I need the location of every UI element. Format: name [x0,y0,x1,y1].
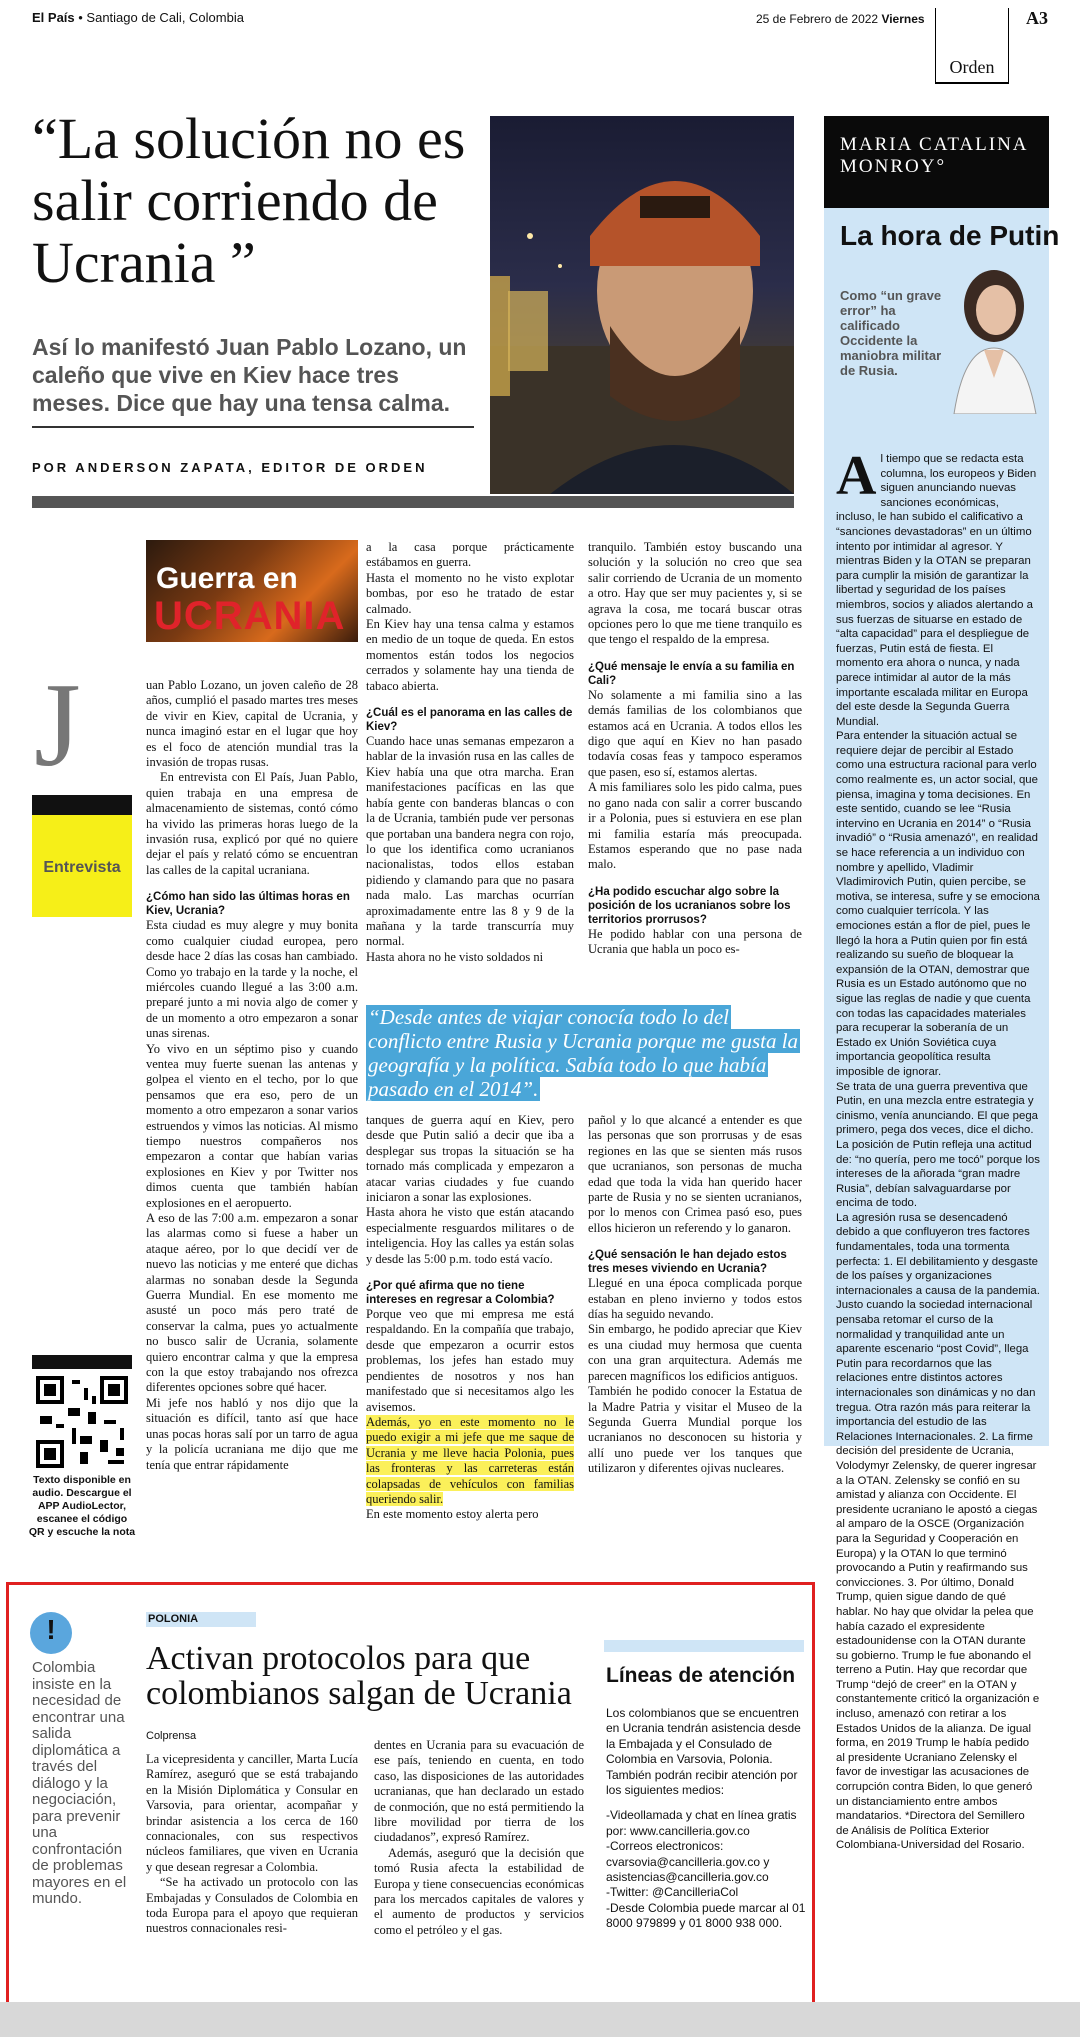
page-number: A3 [1026,8,1048,28]
issue-date [756,12,925,26]
interview-label-text: Entrevista [43,859,121,876]
paragraph: Porque veo que mi empresa me está respaldando. En la compañía que trabajo, desde que empezaron a ocurrir estos problemas, los jefes han estado muy pendientes de nosotros y nos han manifestado que si necesitamos algo les avisemos. [366,1307,574,1414]
paragraph: Yo vivo en un séptimo piso y cuando ventea muy fuerte suenan las antenas y golpea el viento en el techo, por lo que pensamos que era eso, pero de un momento a otro empezaron a sonar varios estruendos y vimos las noticias. Al mismo tiempo nuestros compañeros nos empezaron a contar que habían varias explosiones en Kiev y por Twitter nos dimos cuenta que también habían explosiones en el aeropuerto. [146,1041,358,1210]
box-column-1 [146,1752,358,1937]
pull-quote-text: “Desde antes de viajar conocía todo lo del conflicto entre Rusia y Ucrania porque me gusta la geografía y la política. Sabía todo lo que había pasado en el 2014”. [368,1005,799,1101]
paragraph: También he podido conocer la Estatua de la Madre Patria y visitar el Museo de la Segunda Guerra Mundial porque los ucranianos no desconocen su historia y allí uno puede ver los tanques que utilizaron y diferentes ojivas nucleares. [588,1384,802,1476]
article-column-2 [366,540,574,965]
badge-line-2: UCRANIA [154,594,346,638]
paragraph: Hasta ahora no he visto soldados ni [366,949,544,964]
article-column-3-continued [588,1113,802,1477]
page-footer-band [0,2002,1080,2037]
paragraph: Mi jefe nos habló y nos dijo que la situación es difícil, tanto así que hace unas pocas horas salí por un tarro de agua y la policía ucraniana me dijo que me tenía que entrar rápidamente [146,1395,358,1472]
paragraph: pañol y lo que alcancé a entender es que las personas que son prorrusas y de esas regiones en las que se sienten más rusos que ucranianos, son personas de mucha edad que toda la vida han querido hacer parte de Rusia y no se sienten ucranianos, por lo menos con Crimea pasó eso, pues ellos hicieron un referendo y lo ganaron. [588,1113,802,1235]
section-tab [935,8,1009,84]
paragraph: Hasta ahora he visto que están atacando especialmente resguardos militares o de inteligencia. Hoy las calles ya están solas y desde las 5:00 p.m. todo está vacío. [366,1205,574,1266]
paragraph: En este momento estoy alerta pero [366,1507,539,1522]
paragraph: tanques de guerra aquí en Kiev, pero desde que Putin salió a decir que iba a desplegar sus tropas la situación se ha tornado más complicada y empezaron a atacar varias ciudades y fue cuando iniciaron a sonar las explosiones. [366,1113,574,1205]
paragraph: A mis familiares solo les pido calma, pues no gano nada con salir a correr buscando ir a Polonia, pues si estuviera en ese plan mi familia estaría más preocupada. Estamos esperando que no pase nada malo. [588,780,802,872]
column-teaser: Como “un grave error” ha calificado Occidente la maniobra militar de Rusia. [840,288,942,378]
qr-code[interactable] [32,1358,132,1488]
section-label: Orden [949,57,995,77]
column-paragraph: Se trata de una guerra preventiva que Putin, en una mezcla entre estrategia y cinismo, venía anunciando. El que pega primero, pega dos veces, dice el dicho. La posición de Putin refleja una actitud de: “no quería, pero me tocó” porque los intereses de la añorada “gran madre Rusia”, debían salvaguardarse por encima de todo. [836,1080,1040,1210]
question: ¿Ha podido escuchar algo sobre la posición de los ucranianos sobre los territorios prorrusos? [588,885,791,926]
article-column-2-continued [366,1113,574,1523]
box-headline: Activan protocolos para que colombianos salgan de Ucrania [146,1640,572,1712]
paragraph: Además, aseguró que la decisión que tomó Rusia afecta la estabilidad de Europa y tiene consecuencias económicas para los mercados capitales de valores y el aumento de productos y servicios como el petróleo y el gas. [374,1845,584,1937]
paragraph: a la casa porque prácticamente estábamos en guerra. [366,540,574,570]
pull-quote [366,1005,806,1101]
headline: “La solución no es salir corriendo de Ucrania ” [32,106,466,295]
exclamation-icon-glyph: ! [46,1614,56,1645]
war-badge-image [146,540,358,642]
paragraph: Los colombianos que se encuentren en Ucrania tendrán asistencia desde la Embajada y el Consulado de Colombia en Varsovia, Polonia. También podrán recibir atención por los siguientes medios: [606,1706,801,1798]
paragraph: Sin embargo, he podido apreciar que Kiev es una ciudad muy hermosa que cuenta con una gran arquitectura. Además me parecen magníficos los edificios antiguos. [588,1322,802,1383]
question: ¿Qué mensaje le envía a su familia en Cali? [588,660,795,687]
paragraph: Esta ciudad es muy alegre y muy bonita como cualquier ciudad europea, pero desde hace 2 días las cosas han cambiado. Como yo trabajo en la tarde y la noche, el miércoles cuando llegué a las 3:00 a.m. preparé junto a mi novia algo de comer y de un momento a otro empezaron a sonar unas sirenas. [146,918,358,1041]
column-paragraph: La agresión rusa se desencadenó debido a que confluyeron tres factores fundamentales, toda una tormenta perfecta: 1. El debilitamiento y desgaste de los países y organizaciones internacionales a causa de la pandemia. Justo cuando la sociedad internacional pensaba retomar el curso de la normalidad y tranquilidad ante un aparente escenario “post Covid”, llega Putin para recordarnos que las relaciones entre distintos actores internacionales son dinámicas y no dan tregua. Otra razón más para reiterar la importancia del estudio de las Relaciones Internacionales. 2. La firme decisión del presidente de Ucrania, Volodymyr Zelensky, de querer ingresar a la OTAN. Zelensky se confió en su amistad y alianza con Occidente. El presidente ucraniano le apostó a ciegas al amparo de la OSCE (Organización para la Seguridad y Cooperación en Europa) y la OTAN lo que terminó provocando a Putin y reafirmando sus convicciones. 3. Por último, Donald Trump, quien sigue dando de qué hablar. No hay que olvidar la pelea que había cazado el expresidente estadounidense con la OTAN durante su gobierno. Trump le fue abonando el terreno a Putin. Hay que recordar que Trump “dejó de creer” en la OTAN y constantemente criticó la organización e incluso, amenazó con retirar a los Estados Unidos de la alianza. De igual forma, en 2019 Trump le había pedido al presidente Ucraniano Zelensky el favor de investigar las acusaciones de corrupción contra Biden, lo que generó un distanciamiento entre ambos mandatarios. *Directora del Semillero de Análisis de Política Exterior Colombiana-Universidad del Rosario. [836,1211,1040,1852]
column-paragraph: Para entender la situación actual se requiere dejar de percibir al Estado como una estructura racional para verlo como realmente es, un actor social, que piensa, imagina y toma decisiones. En este sentido, cuando se lee “Rusia intervino en Ucrania en 2014” o “Rusia invadió” o “Rusia amenazó”, en realidad se hace referencia a un individuo con nombre y apellido, Vladimir Vladimirovich Putin, quien percibe, se motiva, se interesa, sufre y se emociona como cualquier terrícola. Y las emociones están a flor de piel, pues le llegó la hora a Putin quien por fin está realizando su sueño de bloquear la expansión de la OTAN, demostrar que Rusia es un Estado autónomo que no sigue las reglas de nadie y que cuenta con todas las capacidades materiales para recuperar la soberanía de un Estado ex Unión Soviética cuya importancia geopolítica resulta imposible de ignorar. [836,730,1040,1078]
badge-line-1: Guerra en [156,562,298,595]
columnist-portrait [944,258,1044,414]
paragraph: No solamente a mi familia sino a las demás familias de los colombianos que estamos acá en Ucrania. A todos ellos les digo que aquí en Kiev no han pasado todavía cosas feas y tampoco esperamos que pasen, eso sí, estamos alertas. [588,687,802,779]
paragraph: La vicepresidenta y canciller, Marta Lucía Ramírez, aseguró que se está trabajando en la Misión Diplomática y Consular en Varsovia, para orientar, acompañar y brindar asistencia a los cerca de 160 connacionales, con sus respectivos núcleos familiares, que viven en Ucrania y que desean regresar a Colombia. [146,1752,358,1874]
box-author: Colprensa [146,1730,197,1742]
paragraph: “Se ha activado un protocolo con las Embajadas y Consulados de Colombia en toda Europa para el apoyo que requieran nuestros connacionales resi- [146,1875,358,1936]
byline: POR ANDERSON ZAPATA, EDITOR DE ORDEN [32,460,428,475]
masthead: El País • Santiago de Cali, Colombia [32,10,244,25]
paper-name: El País [32,10,75,25]
question: ¿Por qué afirma que no tiene intereses en regresar a Colombia? [366,1280,555,1307]
paragraph: Cuando hace unas semanas empezaron a hablar de la invasión rusa en las calles de Kiev había una que otra marcha. Eran manifestaciones pacíficas en las que había gente con banderas blancas o con la de Ucrania, también pude ver personas que portaban una bandera negra con rojo, lo que los identifica como ucranianos nacionalistas, todos ellos estaban pidiendo y clamando para que no pasara nada malo. Las marchas ocurrían aproximadamente entre las 8 y 9 de la mañana y la tarde transcurría muy normal. [366,734,574,949]
city: Santiago de Cali, Colombia [86,10,244,25]
divider [32,496,794,508]
contact-list: -Videollamada y chat en línea gratis por: www.cancilleria.gov.co -Correos electronicos: cvarsovia@cancilleria.gov.co y asistencias@cancilleria.gov.co -Twitter: @CancilleriaCol -Desde Colombia puede marcar al 01 8000 979899 y 01 8000 938 000. [606,1808,806,1931]
box-column-2 [374,1738,584,1938]
article-column-3 [588,540,802,958]
column-paragraph: l tiempo que se redacta esta columna, los europeos y Biden siguen anunciando nuevas sanciones económicas, incluso, le han subido el calificativo a “sanciones devastadoras” en un último intento por intimidar al agresor. Y mientras Biden y la OTAN se preparan para cumplir la misión de garantizar la libertad y seguridad de los países miembros, socios y aliados alertando a sus fuerzas de situarse en estado de “alta capacidad” para el despliegue de fuerzas, Putin está de fiesta. El momento era ahora o nunca, y nada parece intimidar al autor de la más importante escalada militar en Europa del este desde la Segunda Guerra Mundial. [836,453,1037,728]
highlighted-paragraph: Además, yo en este momento no le puedo exigir a mi jefe que me saque de Ucrania y me lleve hacia Polonia, pues las fronteras y las carreteras están colapsadas de vehículos con familias queriendo salir. [366,1414,574,1506]
question: ¿Cuál es el panorama en las calles de Kiev? [366,707,573,734]
article-column-1 [146,678,358,1473]
divider [32,426,474,428]
article-drop-cap: J [34,658,81,791]
interviewee-photo [490,116,794,494]
columnist-name [824,116,1049,208]
lineas-title: Líneas de atención [606,1664,796,1687]
qr-caption: Texto disponible en audio. Descargue el APP AudioLector, escanee el código QR y escuche la nota [28,1474,136,1538]
column-title: La hora de Putin [840,220,1060,251]
paragraph: A eso de las 7:00 a.m. empezaron a sonar las alarmas como si fuese a haber un ataque aéreo, por lo que decidí ver de nuevo las noticias y me enteré que dichas alarmas no sonaban desde la Segunda Guerra Mundial. En ese momento me asusté un poco más pero traté de conservar la calma, pues yo actualmente no busco salir de Ucrania, solamente quiero encontrar calma y que la empresa con la que estoy trabajando nos ofrezca diferentes opciones sobre qué hacer. [146,1211,358,1395]
question: ¿Cómo han sido las últimas horas en Kiev, Ucrania? [146,891,350,918]
subheadline: Así lo manifestó Juan Pablo Lozano, un caleño que vive en Kiev hace tres meses. Dice que hay una tensa calma. [32,334,467,416]
lineas-bar [604,1640,804,1652]
paragraph: Llegué en una época complicada porque estaban en pleno invierno y todos estos días ha seguido nevando. [588,1276,802,1322]
paragraph: He podido hablar con una persona de Ucrania que habla un poco es- [588,926,802,957]
box-side-note: Colombia insiste en la necesidad de encontrar una salida diplomática a través del diálogo y la negociación, para prevenir una confrontación de problemas mayores en el mundo. [32,1659,127,1907]
column-body [836,445,1040,1853]
paragraph: dentes en Ucrania para su evacuación de ese país, teniendo en cuenta, en todo caso, las disposiciones de las autoridades ucranianas, que han declarado un estado de conmoción, que no está permitiendo la libre movilidad por tierra de los ciudadanos”, expresó Ramírez. [374,1738,584,1845]
columnist-name-text: MARIA CATALINA MONROY° [840,134,1028,177]
drop-cap: A [836,445,877,507]
lineas-list [606,1706,806,1942]
paragraph: En entrevista con El País, Juan Pablo, quien trabaja en una empresa de almacenamiento de sistemas, contó cómo ha vivido las primeras horas luego de la invasión rusa, explicó por qué no quiere dejar el país y relató cómo se encuentran las calles de la capital ucraniana. [146,770,358,877]
paragraph: tranquilo. También estoy buscando una solución y la solución no creo que sea salir corriendo de Ucrania de un momento a otro. Hay que ser muy pacientes y, si se agrava la cosa, me tocará buscar otras opciones pero lo que me tiene tranquilo es que tengo el respaldo de la empresa. [588,540,802,647]
kicker: POLONIA [146,1612,256,1627]
paragraph: uan Pablo Lozano, un joven caleño de 28 años, cumplió el pasado martes tres meses de vivir en Kiev, capital de Ucrania, y nunca imaginó estar en el lugar que hoy es el foco de atención mundial tras la invasión de tropas rusas. [146,678,358,770]
label-bar [32,795,132,815]
interview-label [32,815,132,917]
weekday: Viernes [881,12,925,26]
paragraph: En Kiev hay una tensa calma y estamos en medio de un toque de queda. En estos momentos están todos los negocios cerrados y solamente hay una tienda de tabaco abierta. [366,617,574,693]
question: ¿Qué sensación le han dejado estos tres meses viviendo en Ucrania? [588,1249,787,1276]
paragraph: Hasta el momento no he visto explotar bombas, por eso he tratado de estar calmado. [366,570,574,616]
date-text: 25 de Febrero de 2022 [756,12,879,26]
